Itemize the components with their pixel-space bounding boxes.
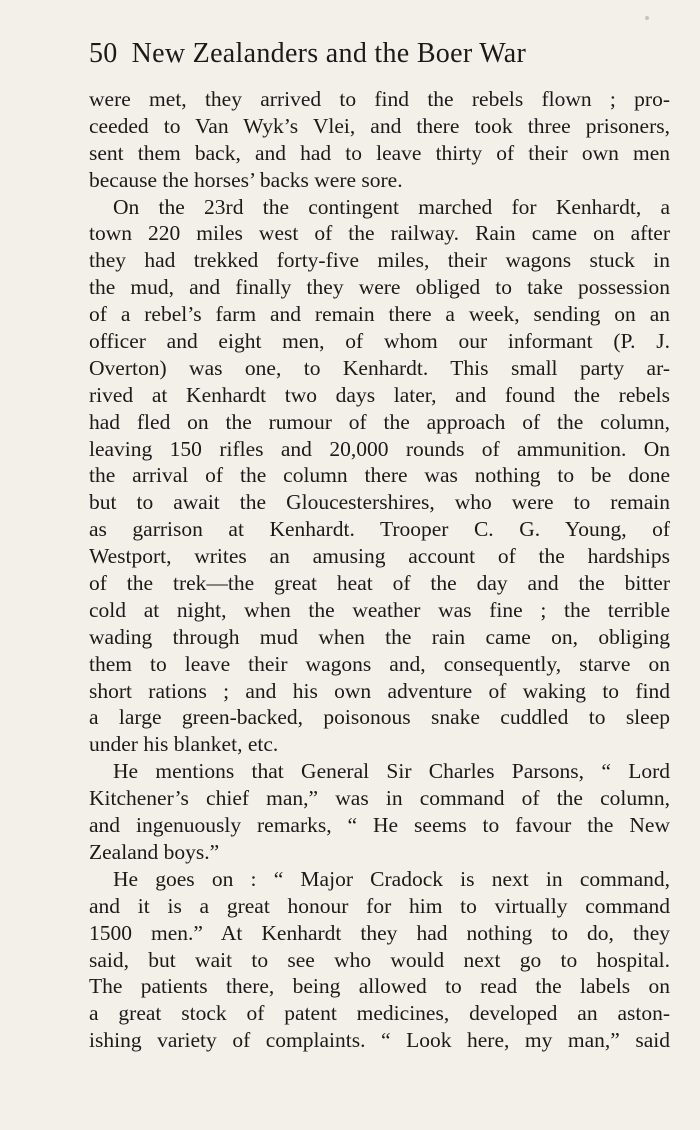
paper-speck bbox=[645, 16, 649, 20]
page-number: 50 bbox=[89, 38, 118, 69]
text-line: Zealand boys.” bbox=[89, 839, 220, 864]
text-line: sent them back, and had to leave thirty of their own men bbox=[89, 140, 670, 165]
text-line: leaving 150 rifles and 20,000 rounds of ammunition. On bbox=[89, 436, 670, 461]
body-text bbox=[89, 86, 670, 1054]
text-line: On the 23rd the contingent marched for Kenhardt, a bbox=[113, 194, 670, 219]
text-line: short rations ; and his own adventure of waking to find bbox=[89, 678, 670, 703]
text-line: He goes on : “ Major Cradock is next in command, bbox=[113, 866, 670, 891]
paragraph bbox=[89, 86, 670, 194]
text-line: a great stock of patent medicines, developed an aston- bbox=[89, 1001, 670, 1026]
running-title: New Zealanders and the Boer War bbox=[131, 38, 527, 69]
text-line: them to leave their wagons and, consequently, starve on bbox=[89, 651, 670, 676]
text-line: ceeded to Van Wyk’s Vlei, and there took three prisoners, bbox=[89, 113, 670, 138]
text-line: had fled on the rumour of the approach of the column, bbox=[89, 409, 670, 434]
text-line: of the trek—the great heat of the day and the bitter bbox=[89, 571, 670, 596]
text-line: Overton) was one, to Kenhardt. This small party ar- bbox=[89, 355, 670, 380]
text-line: the mud, and finally they were obliged to take possession bbox=[89, 275, 670, 300]
paragraph bbox=[89, 194, 670, 759]
paragraph bbox=[89, 866, 670, 1054]
text-line: and it is a great honour for him to virtually command bbox=[89, 893, 670, 918]
text-line: the arrival of the column there was nothing to be done bbox=[89, 463, 670, 488]
text-line: The patients there, being allowed to read the labels on bbox=[89, 974, 670, 999]
running-header bbox=[89, 36, 669, 72]
text-line: as garrison at Kenhardt. Trooper C. G. Young, of bbox=[89, 517, 670, 542]
text-line: Kitchener’s chief man,” was in command of the column, bbox=[89, 786, 670, 811]
text-line: rived at Kenhardt two days later, and found the rebels bbox=[89, 382, 670, 407]
text-line: officer and eight men, of whom our informant (P. J. bbox=[89, 329, 670, 354]
paragraph bbox=[89, 758, 670, 866]
text-line: He mentions that General Sir Charles Parsons, “ Lord bbox=[113, 759, 670, 784]
text-line: cold at night, when the weather was fine ; the terrible bbox=[89, 597, 670, 622]
text-line: under his blanket, etc. bbox=[89, 732, 279, 757]
text-line: were met, they arrived to find the rebels flown ; pro- bbox=[89, 87, 670, 111]
text-line: town 220 miles west of the railway. Rain came on after bbox=[89, 221, 670, 246]
text-line: of a rebel’s farm and remain there a week, sending on an bbox=[89, 302, 670, 327]
text-line: and ingenuously remarks, “ He seems to favour the New bbox=[89, 813, 670, 838]
text-line: because the horses’ backs were sore. bbox=[89, 167, 403, 192]
text-line: but to await the Gloucestershires, who were to remain bbox=[89, 490, 670, 515]
text-line: ishing variety of complaints. “ Look here, my man,” said bbox=[89, 1028, 670, 1053]
text-line: a large green-backed, poisonous snake cuddled to sleep bbox=[89, 705, 670, 730]
text-line: Westport, writes an amusing account of the hardships bbox=[89, 544, 670, 569]
text-line: 1500 men.” At Kenhardt they had nothing to do, they bbox=[89, 920, 670, 945]
text-line: wading through mud when the rain came on, obliging bbox=[89, 624, 670, 649]
text-line: said, but wait to see who would next go to hospital. bbox=[89, 947, 670, 972]
text-line: they had trekked forty-five miles, their wagons stuck in bbox=[89, 248, 670, 273]
